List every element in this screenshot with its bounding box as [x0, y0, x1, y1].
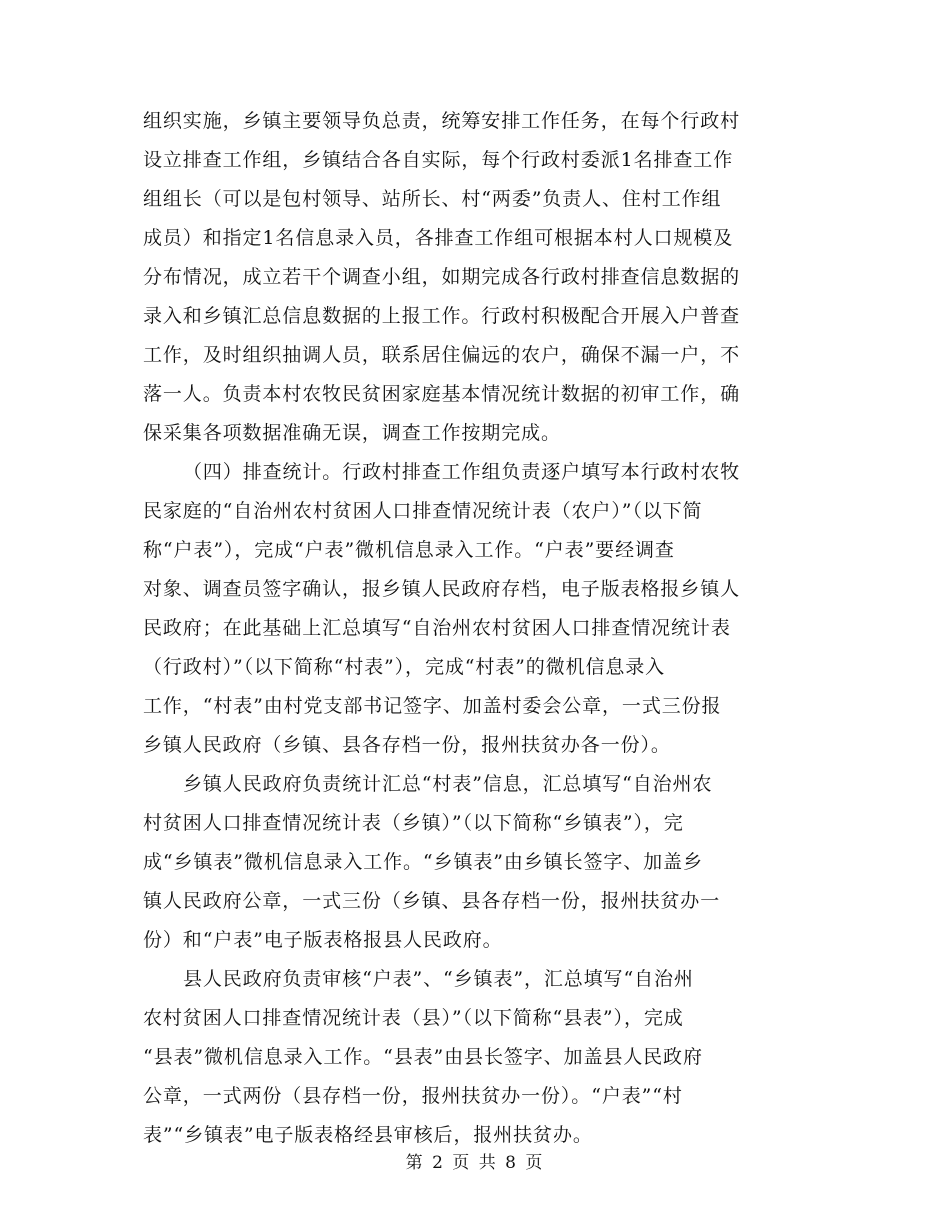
text-line: 组织实施，乡镇主要领导负总责，统筹安排工作任务，在每个行政村 — [143, 110, 741, 132]
text-line: 成员）和指定1名信息录入员，各排查工作组可根据本村人口规模及 — [143, 227, 734, 249]
text-line: 表”“乡镇表”电子版表格经县审核后，报州扶贫办。 — [143, 1124, 593, 1146]
text-line: 落一人。负责本村农牧民贫困家庭基本情况统计数据的初审工作，确 — [143, 383, 741, 405]
text-line: 录入和乡镇汇总信息数据的上报工作。行政村积极配合开展入户普查 — [143, 305, 741, 327]
text-line: 成“乡镇表”微机信息录入工作。“乡镇表”由乡镇长签字、加盖乡 — [143, 851, 703, 873]
paragraph-survey-statistics — [143, 453, 803, 765]
text-line: 农村贫困人口排查情况统计表（县）”（以下简称“县表”），完成 — [143, 1007, 684, 1029]
text-line: 工作，“村表”由村党支部书记签字、加盖村委会公章，一式三份报 — [143, 695, 722, 717]
text-line: 分布情况，成立若干个调查小组，如期完成各行政村排查信息数据的 — [143, 266, 741, 288]
text-line: 乡镇人民政府（乡镇、县各存档一份，报州扶贫办各一份）。 — [143, 734, 671, 756]
text-line: 村贫困人口排查情况统计表（乡镇）”（以下简称“乡镇表”），完 — [143, 812, 684, 834]
text-line: 称“户表”），完成“户表”微机信息录入工作。“户表”要经调查 — [143, 539, 675, 561]
text-line: 组组长（可以是包村领导、站所长、村“两委”负责人、住村工作组 — [143, 188, 722, 210]
paragraph-county-government — [143, 960, 803, 1155]
page-number-footer: 第 2 页 共 8 页 — [405, 1153, 545, 1173]
text-line: “县表”微机信息录入工作。“县表”由县长签字、加盖县人民政府 — [143, 1046, 703, 1068]
text-line: （行政村）”（以下简称“村表”），完成“村表”的微机信息录入 — [143, 656, 666, 678]
text-line: 对象、调查员签字确认，报乡镇人民政府存档，电子版表格报乡镇人 — [143, 578, 741, 600]
text-line: 镇人民政府公章，一式三份（乡镇、县各存档一份，报州扶贫办一 — [143, 890, 721, 912]
text-line: 保采集各项数据准确无误，调查工作按期完成。 — [143, 422, 561, 444]
paragraph-township-government — [143, 765, 803, 960]
text-line: 设立排查工作组，乡镇结合各自实际，每个行政村委派1名排查工作 — [143, 149, 734, 171]
text-line: 公章，一式两份（县存档一份，报州扶贫办一份）。“户表”“村 — [143, 1085, 683, 1107]
text-line: 乡镇人民政府负责统计汇总“村表”信息，汇总填写“自治州农 — [183, 773, 713, 795]
paragraph-organization — [143, 102, 803, 453]
text-line: 民家庭的“自治州农村贫困人口排查情况统计表（农户）”（以下简 — [143, 500, 703, 522]
document-body — [143, 102, 803, 1155]
text-line: 民政府；在此基础上汇总填写“自治州农村贫困人口排查情况统计表 — [143, 617, 731, 639]
text-line: 工作，及时组织抽调人员，联系居住偏远的农户，确保不漏一户，不 — [143, 344, 741, 366]
text-line: 份）和“户表”电子版表格报县人民政府。 — [143, 929, 503, 951]
text-line: 县人民政府负责审核“户表”、“乡镇表”，汇总填写“自治州 — [183, 968, 694, 990]
text-line: （四）排查统计。行政村排查工作组负责逐户填写本行政村农牧 — [183, 461, 741, 483]
